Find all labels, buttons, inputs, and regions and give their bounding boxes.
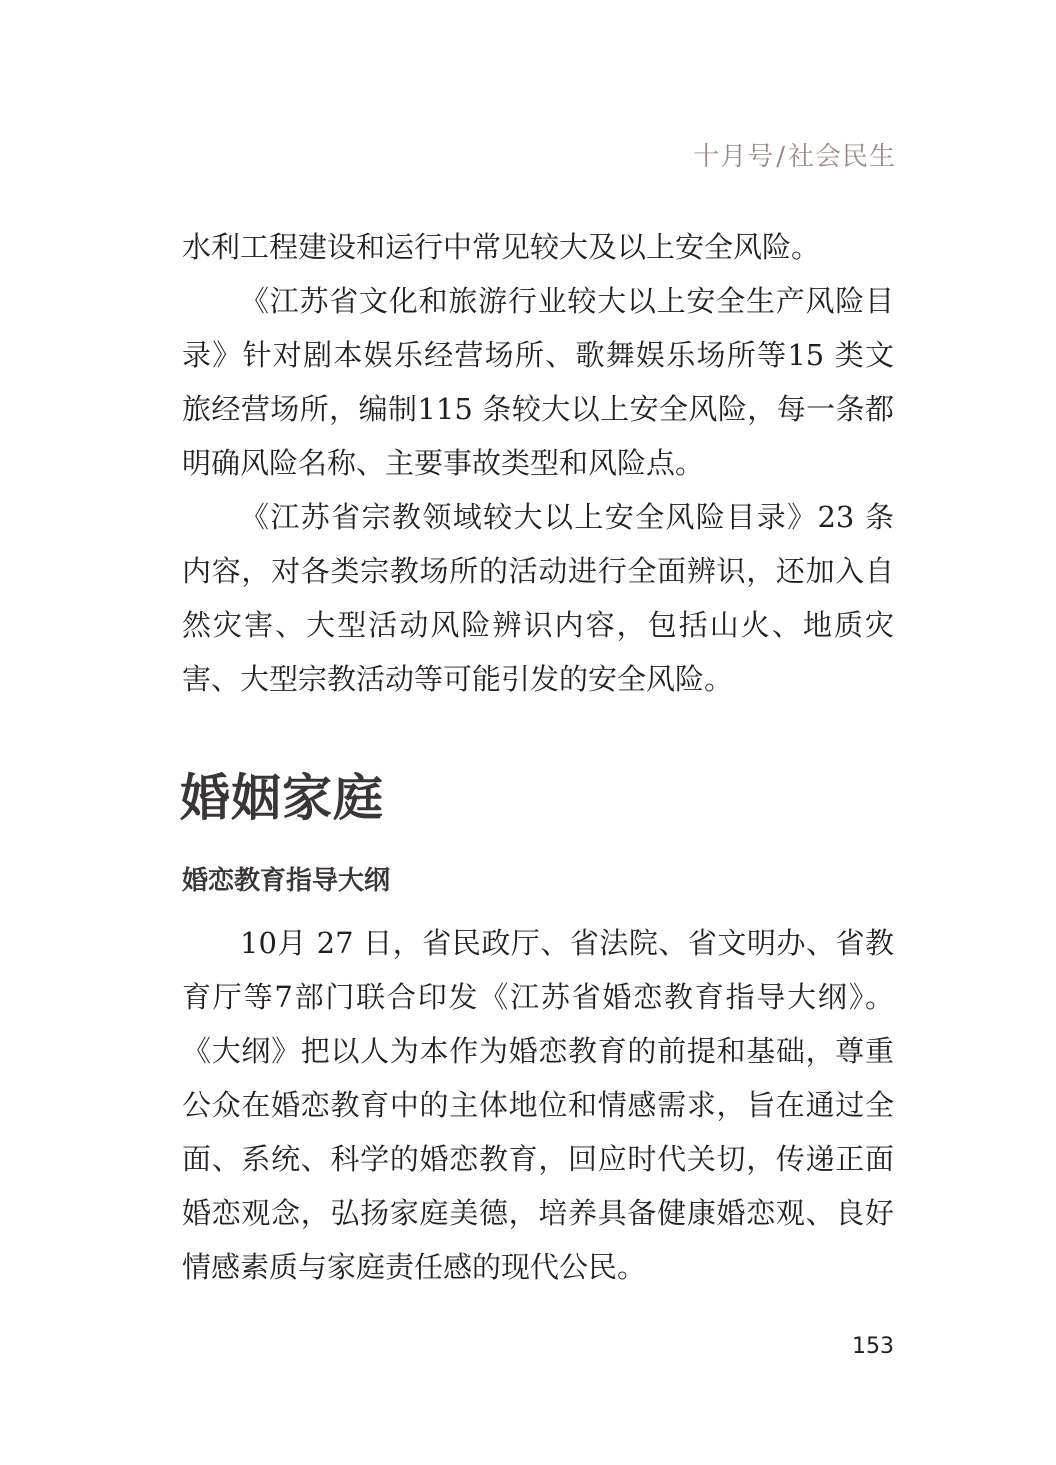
running-header (693, 136, 896, 173)
religion-paragraph (182, 490, 894, 706)
article-subtitle: 婚恋教育指导大纲 (182, 866, 391, 896)
page-number: 153 (852, 1334, 894, 1359)
paragraph-text: 10月 27 日，省民政厅、省法院、省文明办、省教育厅等7部门联合印发《江苏省婚恋教育指导大纲》。《大纲》把以人为本作为婚恋教育的前提和基础，尊重公众在婚恋教育中的主体地位和情感需求，旨在通过全面、系统、科学的婚恋教育，回应时代关切，传递正面婚恋观念，弘扬家庭美德，培养具备健康婚恋观、良好情感素质与家庭责任感的现代公民。 (182, 926, 894, 1284)
marriage-education-paragraph (182, 916, 894, 1294)
header-section: 社会民生 (787, 142, 896, 172)
header-separator: / (776, 142, 786, 172)
paragraph-text: 《江苏省宗教领域较大以上安全风险目录》23 条内容，对各类宗教场所的活动进行全面辨识，还加入自然灾害、大型活动风险辨识内容，包括山火、地质灾害、大型宗教活动等可能引发的安全风险。 (182, 500, 894, 696)
section-title: 婚姻家庭 (180, 769, 384, 827)
paragraph-text: 《江苏省文化和旅游行业较大以上安全生产风险目录》针对剧本娱乐经营场所、歌舞娱乐场所等15 类文旅经营场所，编制115 条较大以上安全风险，每一条都明确风险名称、主要事故类型和风险点。 (182, 284, 894, 480)
paragraph-text: 水利工程建设和运行中常见较大及以上安全风险。 (182, 230, 821, 264)
continued-paragraph (182, 220, 894, 274)
culture-tourism-paragraph (182, 274, 894, 490)
header-issue: 十月号 (693, 142, 775, 172)
